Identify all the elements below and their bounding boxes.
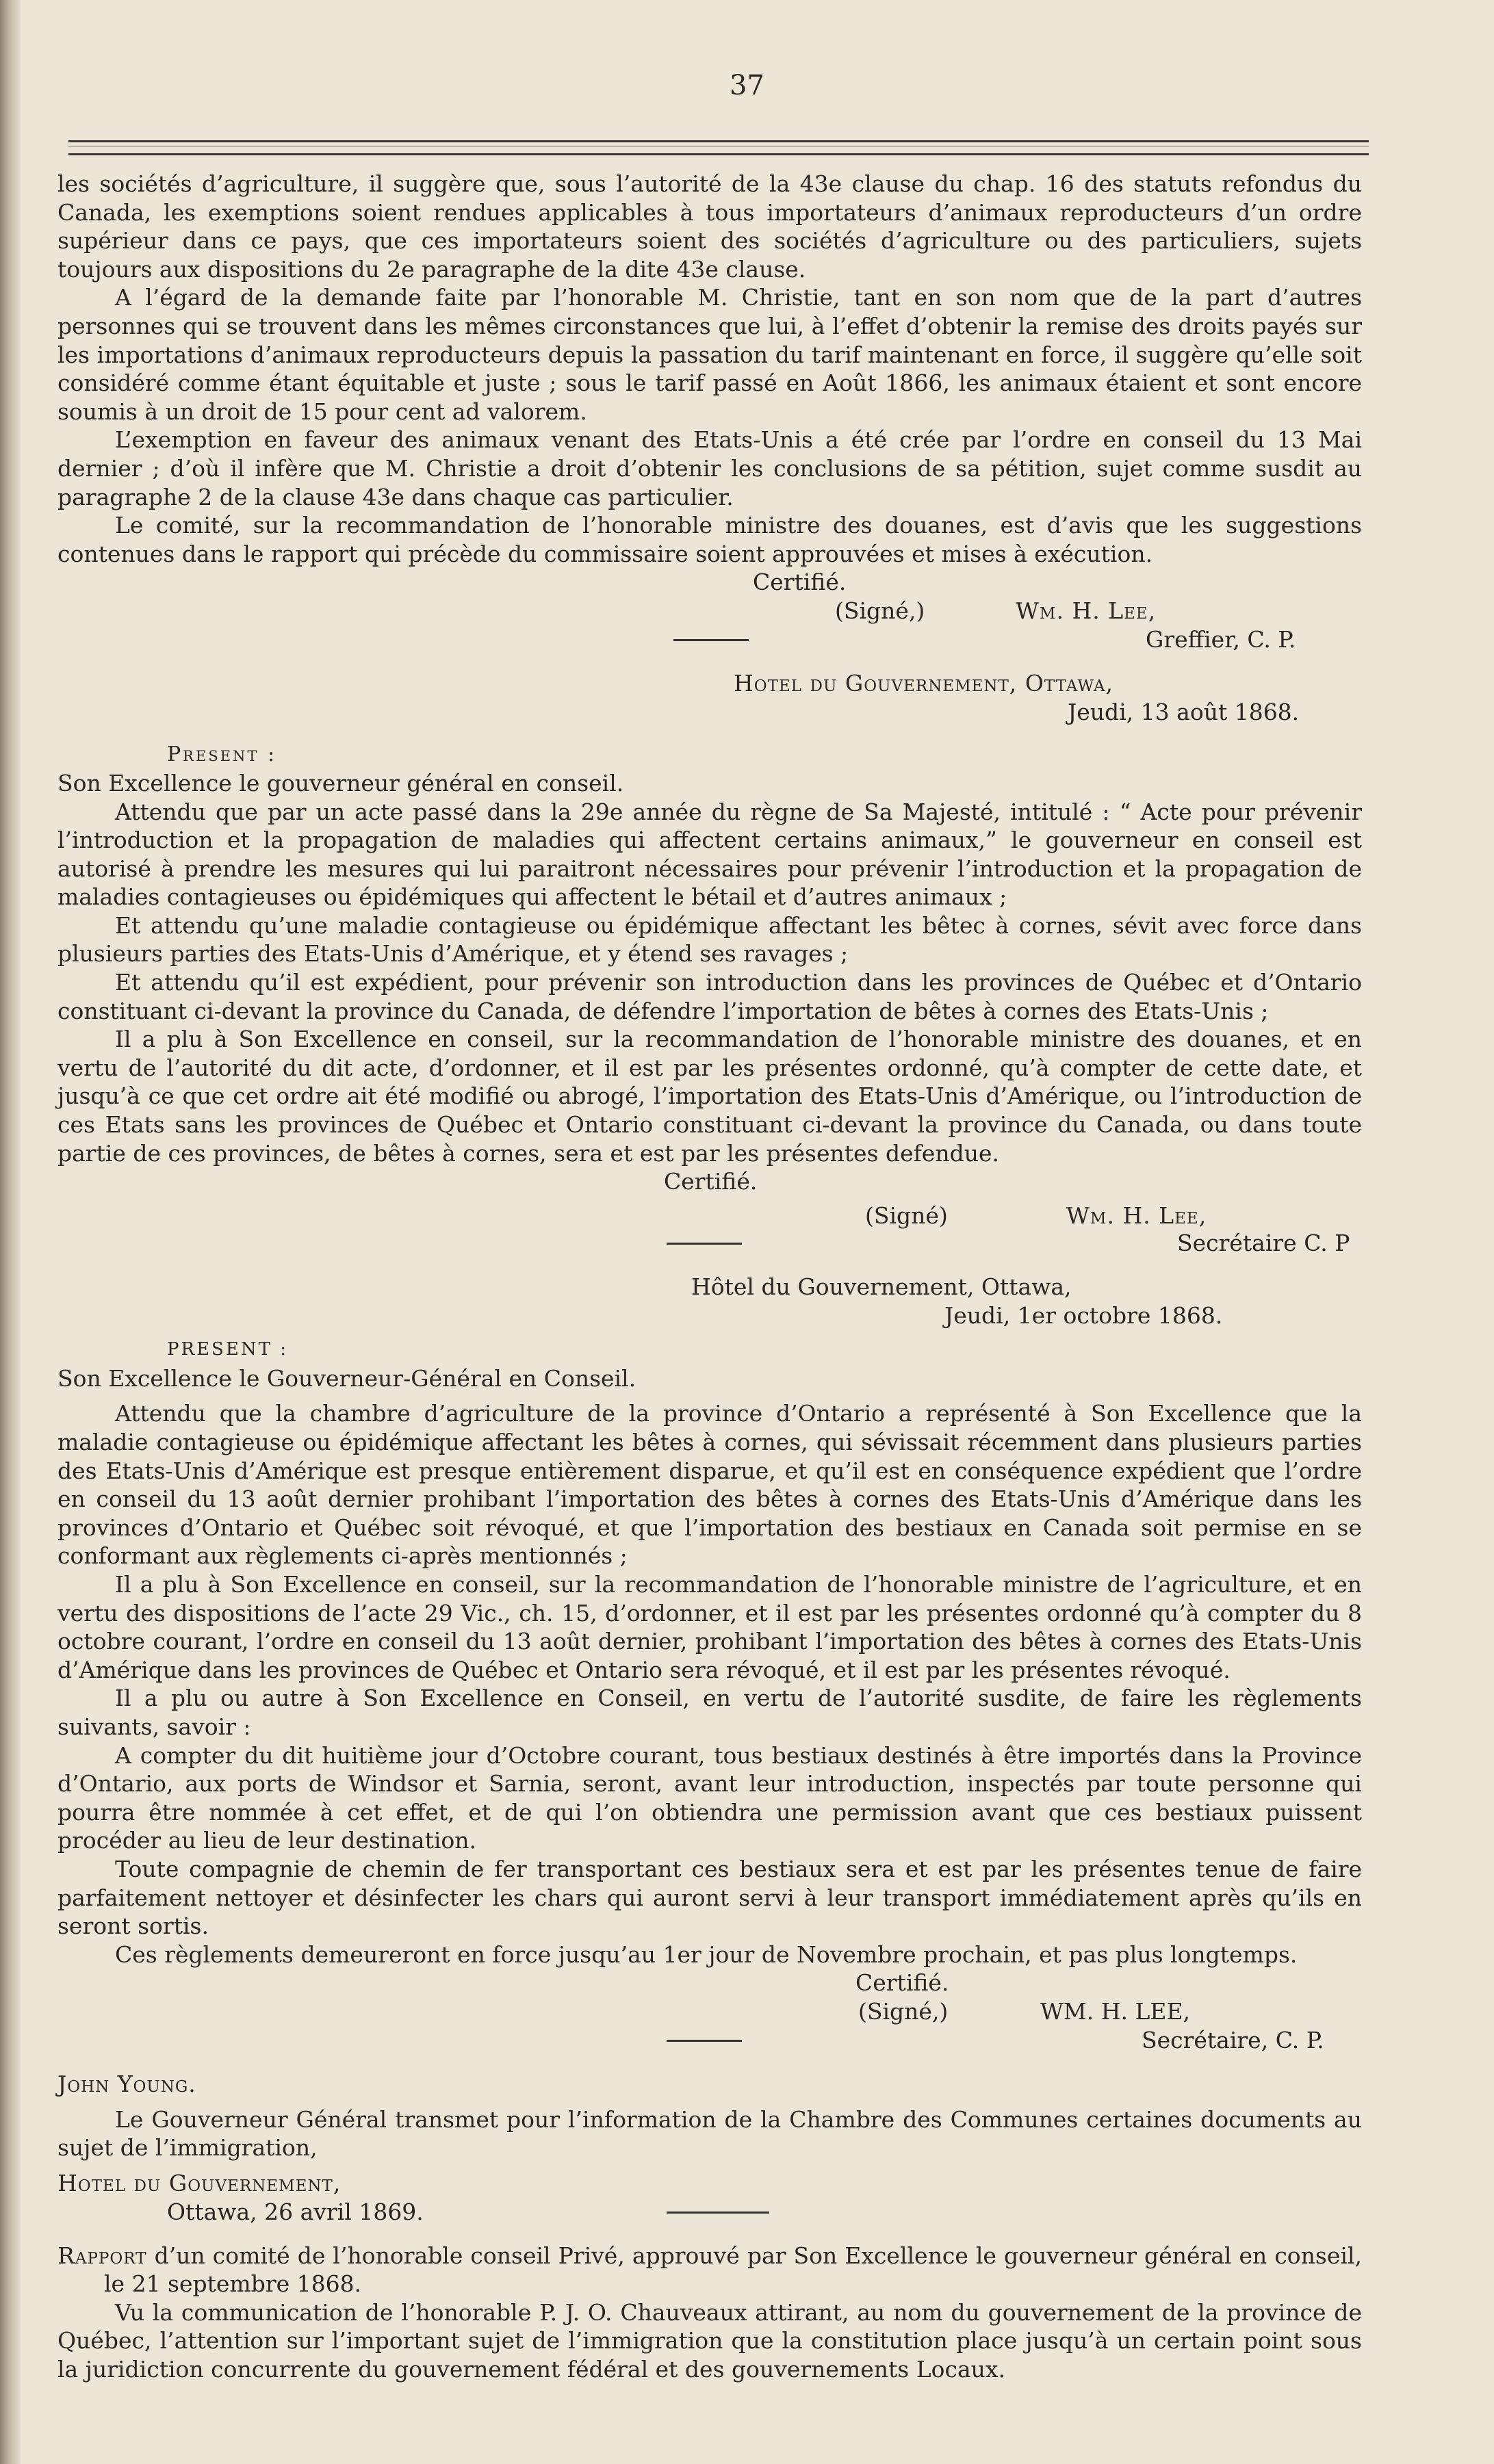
place-line	[57, 669, 1362, 698]
date-line	[57, 698, 1362, 727]
sender-name: John Young.	[57, 2071, 196, 2098]
signer-title: Secrétaire C. P	[1177, 1230, 1350, 1257]
date: Ottawa, 26 avril 1869.	[167, 2198, 424, 2225]
place-line	[57, 1273, 1362, 1301]
date: Jeudi, 1er octobre 1868.	[944, 1302, 1223, 1330]
report-paragraph	[57, 2242, 1362, 2298]
certification-line	[57, 1167, 1362, 1196]
paragraph: A compter du dit huitième jour d’Octobre courant, tous bestiaux destinés à être importés dans la Province d’Ontario, aux ports de Windsor et Sarnia, seront, avant leur introduction, inspectés par toute personne qui pourra être nommée à cet effet, et de qui l’on obtiendra une permission avant que ces bestiaux puissent procéder au lieu de leur destination.	[57, 1741, 1362, 1854]
signed-label: (Signé,)	[858, 1998, 949, 2025]
paragraph: L’exemption en faveur des animaux venant des Etats-Unis a été crée par l’ordre en conseil du 13 Mai dernier ; d’où il infère que M. Christie a droit d’obtenir les conclusions de sa pétition, sujet comme susdit au paragraphe 2 de la clause 43e dans chaque cas particulier.	[57, 426, 1362, 510]
paragraph: Toute compagnie de chemin de fer transportant ces bestiaux sera et est par les présentes tenue de faire parfaitement nettoyer et désinfecter les chars qui auront servi à leur transport immédiatement après qu’ils en seront sortis.	[57, 1855, 1362, 1940]
report-heading: Rapport	[57, 2242, 147, 2269]
paragraph: Attendu que la chambre d’agriculture de la province d’Ontario a représenté à Son Excellence que la maladie contagieuse ou épidémique affectant les bêtes à cornes, qui sévissait récemment dans plusieurs parties des Etats-Unis d’Amérique est presque entièrement disparue, et qu’il est en conséquence expédient que l’ordre en conseil du 13 août dernier prohibant l’importation des bêtes à cornes des Etats-Unis d’Amérique dans les provinces d’Ontario et Québec soit révoqué, et que l’importation des bestiaux en Canada soit permise en se conformant aux règlements ci-après mentionnés ;	[57, 1400, 1362, 1570]
certification-line	[57, 568, 1362, 597]
signature-line	[57, 1997, 1362, 2026]
signature-title-line	[57, 2026, 1362, 2055]
signature-line	[57, 597, 1362, 625]
page-edge-shadow	[0, 0, 21, 2464]
page-number: 37	[730, 70, 764, 101]
date: Jeudi, 13 août 1868.	[1068, 699, 1300, 726]
certification-line	[57, 1969, 1362, 1997]
paragraph: A l’égard de la demande faite par l’honorable M. Christie, tant en son nom que de la part d’autres personnes qui se trouvent dans les mêmes circonstances que lui, à l’effet d’obtenir la remise des droits payés sur les importations d’animaux reproducteurs depuis la passation du tarif maintenant en force, il suggère qu’elle soit considéré comme étant équitable et juste ; sous le tarif passé en Août 1866, les animaux étaient et sont encore soumis à un droit de 15 pour cent ad valorem.	[57, 284, 1362, 425]
place: Hotel du Gouvernement,	[57, 2170, 342, 2197]
signature-line	[57, 1196, 1362, 1229]
paragraph: Et attendu qu’il est expédient, pour prévenir son introduction dans les provinces de Québec et d’Ontario constituant ci-devant la province du Canada, de défendre l’importation de bêtes à cornes des Etats-Unis ;	[57, 969, 1362, 1024]
paragraph: Il a plu ou autre à Son Excellence en Conseil, en vertu de l’autorité susdite, de faire les règlements suivants, savoir :	[57, 1685, 1362, 1740]
signer-name: WM. H. LEE,	[1040, 1998, 1191, 2025]
place: Hôtel du Gouvernement, Ottawa,	[691, 1273, 1072, 1301]
signer-name: Wm. H. Lee,	[1016, 597, 1157, 625]
certified-label: Certifié.	[753, 569, 847, 596]
present-heading: Present :	[167, 742, 277, 767]
report-text: d’un comité de l’honorable conseil Privé, approuvé par Son Excellence le gouverneur général en conseil, le 21 septembre 1868.	[104, 2242, 1362, 2298]
signed-label: (Signé,)	[835, 597, 925, 625]
certified-label: Certifié.	[855, 1969, 949, 1997]
paragraph: Le comité, sur la recommandation de l’honorable ministre des douanes, est d’avis que les suggestions contenues dans le rapport qui précède du commissaire soient approuvées et mises à exécution.	[57, 512, 1362, 567]
signer-name: Wm. H. Lee,	[1066, 1202, 1207, 1230]
signature-title-line	[57, 1229, 1362, 1258]
header-double-rule	[68, 140, 1369, 155]
paragraph: les sociétés d’agriculture, il suggère que, sous l’autorité de la 43e clause du chap. 16 des statuts refondus du Canada, les exemptions soient rendues applicables à tous importateurs d’animaux reproducteurs d’un ordre supérieur dans ce pays, que ces importateurs soient des sociétés d’agriculture ou des particuliers, sujets toujours aux dispositions du 2e paragraphe de la dite 43e clause.	[57, 170, 1362, 283]
date-line	[57, 1301, 1362, 1330]
signed-label: (Signé)	[865, 1202, 948, 1230]
paragraph: Attendu que par un acte passé dans la 29e année du règne de Sa Majesté, intitulé : “ Acte pour prévenir l’introduction et la propagation de maladies qui affectent certains animaux,” le gouverneur en conseil est autorisé à prendre les mesures qui lui paraitront nécessaires pour prévenir l’introduction et la propagation de maladies contagieuses ou épidémiques qui affectent le bétail et d’autres animaux ;	[57, 798, 1362, 911]
paragraph: Le Gouverneur Général transmet pour l’information de la Chambre des Communes certaines documents au sujet de l’immigration,	[57, 2105, 1362, 2162]
signer-title: Secrétaire, C. P.	[1142, 2027, 1324, 2054]
signature-title-line	[57, 625, 1362, 654]
page-body	[57, 170, 1362, 2384]
paragraph: Ces règlements demeureront en force jusqu’au 1er jour de Novembre prochain, et pas plus longtemps.	[115, 1941, 1298, 1968]
paragraph: Vu la communication de l’honorable P. J. O. Chauveaux attirant, au nom du gouvernement de la province de Québec, l’attention sur l’important sujet de l’immigration que la constitution place jusqu’à un certain point sous la juridiction concurrente du gouvernement fédéral et des gouvernements Locaux.	[57, 2298, 1362, 2383]
place: Hotel du Gouvernement, Ottawa,	[734, 670, 1114, 697]
date-line	[57, 2198, 1362, 2227]
paragraph: Il a plu à Son Excellence en conseil, sur la recommandation de l’honorable ministre des douanes, et en vertu de l’autorité du dit acte, d’ordonner, et il est par les présentes ordonné, qu’à compter de cette date, et jusqu’à ce que cet ordre ait été modifié ou abrogé, l’importation des Etats-Unis d’Amérique, ou l’introduction de ces Etats sans les provinces de Québec et Ontario constituant ci-devant la province du Canada, ou dans toute partie de ces provinces, de bêtes à cornes, sera et est par les présentes defendue.	[57, 1026, 1362, 1167]
council-line: Son Excellence le Gouverneur-Général en Conseil.	[57, 1364, 636, 1392]
signer-title: Greffier, C. P.	[1146, 626, 1296, 653]
paragraph: Et attendu qu’une maladie contagieuse ou épidémique affectant les bêtec à cornes, sévit avec force dans plusieurs parties des Etats-Unis d’Amérique, et y étend ses ravages ;	[57, 911, 1362, 968]
certified-label: Certifié.	[664, 1168, 758, 1195]
present-heading: PRESENT :	[167, 1339, 288, 1360]
paragraph: Il a plu à Son Excellence en conseil, sur la recommandation de l’honorable ministre de l’agriculture, et en vertu des dispositions de l’acte 29 Vic., ch. 15, d’ordonner, et il est par les présentes ordonné qu’à compter du 8 octobre courant, l’ordre en conseil du 13 août dernier, prohibant l’importation des bêtes à cornes des Etats-Unis d’Amérique dans les provinces de Québec et Ontario sera révoqué, et il est par les présentes révoqué.	[57, 1570, 1362, 1683]
council-line: Son Excellence le gouverneur général en conseil.	[57, 769, 624, 796]
